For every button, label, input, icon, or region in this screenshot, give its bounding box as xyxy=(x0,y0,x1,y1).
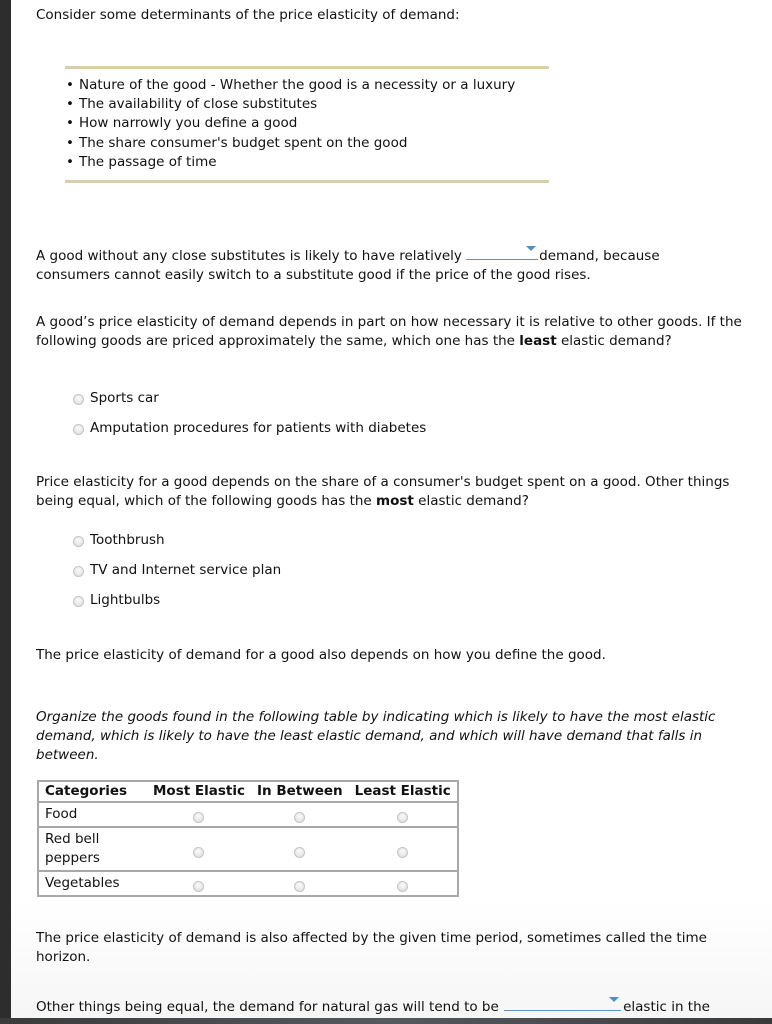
cell-in-between xyxy=(251,871,349,896)
question-natural-gas xyxy=(36,996,761,1017)
cell-least-elastic xyxy=(349,802,458,827)
table-row xyxy=(38,802,458,827)
radio-button[interactable] xyxy=(397,847,408,858)
question-text: demand, because xyxy=(539,248,660,264)
question-text: elastic in the xyxy=(623,999,710,1015)
radio-button[interactable] xyxy=(294,812,305,823)
radio-button[interactable] xyxy=(193,881,204,892)
cell-in-between xyxy=(251,802,349,827)
column-header: Most Elastic xyxy=(153,783,245,799)
radio-button[interactable] xyxy=(73,424,84,435)
natural-gas-dropdown[interactable] xyxy=(504,996,621,1011)
radio-button[interactable] xyxy=(397,881,408,892)
question-text: A good’s price elasticity of demand depends in part on how necessary it is relative to other goods. If the following goods are priced approximately the same, which one has the xyxy=(36,314,742,349)
option-label: TV and Internet service plan xyxy=(90,562,282,578)
determinants-list xyxy=(65,76,515,172)
time-horizon-statement: The price elasticity of demand is also affected by the given time period, sometimes called the time horizon. xyxy=(36,930,707,965)
option-label: Lightbulbs xyxy=(90,592,161,608)
radio-button[interactable] xyxy=(294,847,305,858)
substitutes-dropdown[interactable] xyxy=(466,245,538,260)
row-label: Red bell peppers xyxy=(38,827,147,871)
emphasis-text: most xyxy=(376,493,414,509)
window-bottom-edge xyxy=(0,1018,772,1024)
radio-button[interactable] xyxy=(294,881,305,892)
cell-most-elastic xyxy=(147,871,251,896)
radio-button[interactable] xyxy=(73,536,84,547)
intro-text: Consider some determinants of the price elasticity of demand: xyxy=(36,7,460,23)
question-necessity xyxy=(36,313,761,351)
radio-button[interactable] xyxy=(193,847,204,858)
column-header: Categories xyxy=(45,783,128,799)
option-lightbulbs[interactable] xyxy=(73,591,160,610)
option-sports-car[interactable] xyxy=(73,389,159,408)
emphasis-text: least xyxy=(519,333,557,349)
radio-button[interactable] xyxy=(193,812,204,823)
chevron-down-icon xyxy=(609,997,619,1002)
cell-most-elastic xyxy=(147,827,251,871)
table-row xyxy=(38,827,458,871)
question-text: elastic demand? xyxy=(560,333,672,349)
radio-button[interactable] xyxy=(397,812,408,823)
list-item: • The passage of time xyxy=(65,153,515,172)
column-header: Least Elastic xyxy=(354,783,451,799)
question-budget-share xyxy=(36,473,761,511)
option-label: Toothbrush xyxy=(90,532,165,548)
row-label: Vegetables xyxy=(38,871,147,896)
cell-least-elastic xyxy=(349,827,458,871)
row-label: Food xyxy=(38,802,147,827)
option-amputation[interactable] xyxy=(73,419,426,438)
question-text: Other things being equal, the demand for natural gas will tend to be xyxy=(36,999,499,1015)
option-label: Amputation procedures for patients with diabetes xyxy=(90,420,427,436)
radio-button[interactable] xyxy=(73,596,84,607)
question-text: elastic demand? xyxy=(418,493,529,509)
definition-statement: The price elasticity of demand for a good also depends on how you define the good. xyxy=(36,647,606,663)
table-header-row xyxy=(38,781,458,802)
radio-button[interactable] xyxy=(73,394,84,405)
question-text: consumers cannot easily switch to a substitute good if the price of the good rises. xyxy=(36,267,591,283)
list-item: • The availability of close substitutes xyxy=(65,95,515,114)
radio-button[interactable] xyxy=(73,566,84,577)
divider-top xyxy=(65,66,549,69)
list-item: • How narrowly you define a good xyxy=(65,114,515,133)
option-toothbrush[interactable] xyxy=(73,531,165,550)
elasticity-table xyxy=(37,780,459,897)
option-label: Sports car xyxy=(90,390,159,406)
divider-bottom xyxy=(65,180,549,183)
column-header: In Between xyxy=(256,783,343,799)
cell-most-elastic xyxy=(147,802,251,827)
question-text: A good without any close substitutes is likely to have relatively xyxy=(36,248,462,264)
cell-least-elastic xyxy=(349,871,458,896)
table-instruction: Organize the goods found in the following table by indicating which is likely to have the most elastic demand, which is likely to have the least elastic demand, and which will have demand that falls in between. xyxy=(36,709,716,763)
table-row xyxy=(38,871,458,896)
question-page xyxy=(11,0,772,1018)
chevron-down-icon xyxy=(526,246,536,251)
question-text: Price elasticity for a good depends on the share of a consumer's budget spent on a good. Other things being equal, which of the following goods has the xyxy=(36,474,730,509)
list-item: • The share consumer's budget spent on the good xyxy=(65,134,515,153)
question-substitutes xyxy=(36,245,761,285)
list-item: • Nature of the good - Whether the good is a necessity or a luxury xyxy=(65,76,515,95)
option-tv-internet[interactable] xyxy=(73,561,281,580)
cell-in-between xyxy=(251,827,349,871)
